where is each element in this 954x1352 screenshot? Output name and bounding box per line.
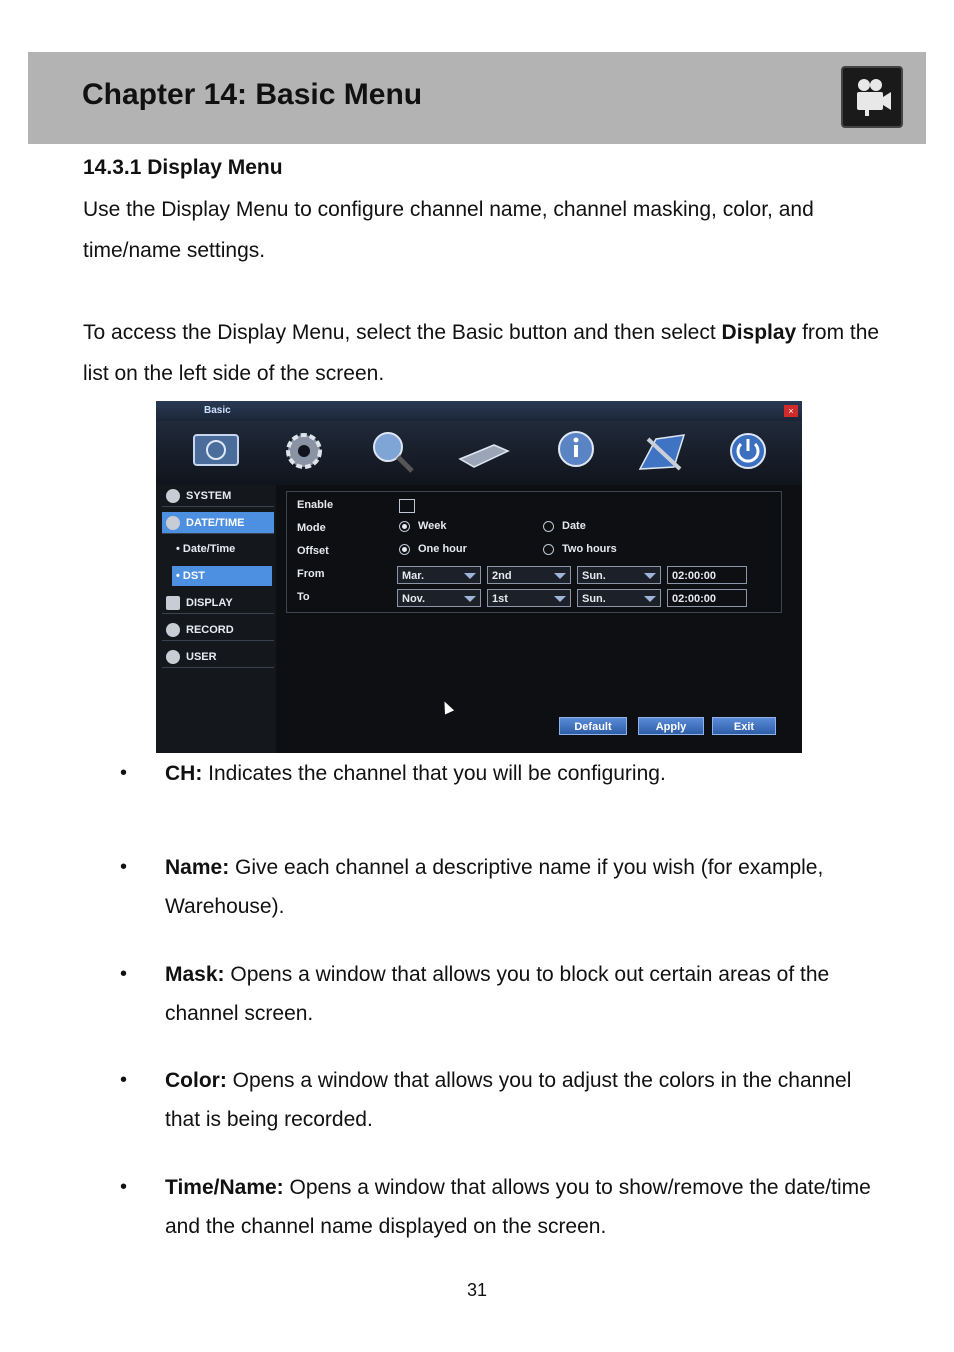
- access-paragraph: [83, 312, 883, 394]
- dst-settings-panel: [276, 485, 802, 753]
- mode-week-radio[interactable]: [399, 520, 447, 532]
- video-camera-icon: [841, 66, 903, 128]
- bullet-mark: •: [120, 963, 128, 985]
- chevron-down-icon: [644, 596, 656, 602]
- bullet-term: Name:: [165, 856, 230, 879]
- bullet-mark: •: [120, 856, 128, 878]
- sidebar-item-label: DISPLAY: [186, 597, 233, 609]
- to-month-select[interactable]: [397, 589, 481, 607]
- offset-two-hours-radio[interactable]: [543, 543, 617, 555]
- radio-dot: [543, 544, 554, 555]
- monitor-icon: [166, 596, 180, 610]
- info-icon[interactable]: [548, 427, 604, 477]
- to-label: To: [297, 591, 310, 603]
- chevron-down-icon: [554, 596, 566, 602]
- sidebar-subitem-dst[interactable]: • DST: [172, 566, 272, 586]
- bullet-term: CH:: [165, 762, 203, 785]
- to-time-input[interactable]: 02:00:00: [667, 589, 747, 607]
- bullet-term: Time/Name:: [165, 1176, 284, 1199]
- gear-icon: [166, 489, 180, 503]
- mode-date-radio[interactable]: [543, 520, 586, 532]
- to-day-select[interactable]: [577, 589, 661, 607]
- sidebar-subitem-label: DST: [182, 570, 205, 582]
- dvr-menu-screenshot: [156, 401, 802, 753]
- bullet-text: [165, 1061, 875, 1139]
- record-icon: [166, 623, 180, 637]
- sidebar-item-system[interactable]: [162, 485, 274, 507]
- window-titlebar: [156, 401, 802, 421]
- bullet-term: Color:: [165, 1069, 227, 1092]
- bullet-description: Opens a window that allows you to block out certain areas of the channel screen.: [165, 963, 830, 1025]
- radio-dot: [399, 521, 410, 532]
- bullet-description: Indicates the channel that you will be configuring.: [202, 762, 666, 785]
- mode-label: Mode: [297, 522, 326, 534]
- from-day-select[interactable]: [577, 566, 661, 584]
- chapter-header: [28, 52, 926, 144]
- radio-dot: [399, 544, 410, 555]
- sidebar: [156, 485, 276, 753]
- magnifier-icon[interactable]: [364, 427, 420, 477]
- bullet-description: Opens a window that allows you to show/remove the date/time and the channel name displayed on the screen.: [165, 1176, 871, 1238]
- default-button[interactable]: Default: [559, 717, 627, 735]
- exit-button[interactable]: Exit: [712, 717, 776, 735]
- apply-button[interactable]: Apply: [638, 717, 704, 735]
- radio-dot: [543, 521, 554, 532]
- sidebar-item-label: SYSTEM: [186, 490, 232, 502]
- monitor-icon[interactable]: [188, 427, 244, 477]
- bullet-term: Mask:: [165, 963, 225, 986]
- window-title: Basic: [204, 405, 231, 416]
- chapter-title: Chapter 14: Basic Menu: [82, 78, 423, 111]
- bullet-text: [165, 1168, 875, 1246]
- select-value: 1st: [492, 593, 508, 605]
- toolbar: [156, 421, 802, 485]
- sidebar-item-label: DATE/TIME: [186, 517, 245, 529]
- radio-label: One hour: [418, 543, 467, 555]
- user-icon: [166, 650, 180, 664]
- radio-label: Two hours: [562, 543, 617, 555]
- select-value: Nov.: [402, 593, 426, 605]
- hard-drive-icon[interactable]: [454, 427, 510, 477]
- section-heading: 14.3.1 Display Menu: [83, 156, 283, 179]
- chevron-down-icon: [464, 596, 476, 602]
- page-number: 31: [466, 1280, 488, 1300]
- radio-label: Week: [418, 520, 447, 532]
- dst-form: [286, 491, 782, 613]
- bullet-text: [165, 848, 875, 926]
- close-icon[interactable]: ×: [784, 405, 798, 417]
- sidebar-item-label: RECORD: [186, 624, 234, 636]
- from-week-select[interactable]: [487, 566, 571, 584]
- to-week-select[interactable]: [487, 589, 571, 607]
- chevron-down-icon: [464, 573, 476, 579]
- enable-checkbox[interactable]: [399, 499, 415, 513]
- access-suffix: from the list on the left side of the screen.: [83, 321, 880, 385]
- clock-icon: [166, 516, 180, 530]
- bullet-text: [165, 955, 875, 1033]
- sidebar-subitem-date-time[interactable]: • Date/Time: [176, 543, 236, 555]
- gear-icon[interactable]: [276, 427, 332, 477]
- sidebar-item-date-time[interactable]: [162, 512, 274, 534]
- chevron-down-icon: [644, 573, 656, 579]
- sidebar-item-record[interactable]: [162, 619, 274, 641]
- select-value: Sun.: [582, 570, 606, 582]
- from-month-select[interactable]: [397, 566, 481, 584]
- sidebar-item-display[interactable]: [162, 592, 274, 614]
- sidebar-subitem-label: Date/Time: [182, 543, 236, 555]
- sidebar-item-user[interactable]: [162, 646, 274, 668]
- bullet-mark: •: [120, 1069, 128, 1091]
- select-value: Mar.: [402, 570, 425, 582]
- chevron-down-icon: [554, 573, 566, 579]
- select-value: Sun.: [582, 593, 606, 605]
- intro-paragraph: Use the Display Menu to configure channel name, channel masking, color, and time/name settings.: [83, 198, 814, 262]
- power-icon[interactable]: [720, 427, 776, 477]
- bullet-description: Give each channel a descriptive name if you wish (for example, Warehouse).: [165, 856, 824, 918]
- tools-icon[interactable]: [634, 427, 690, 477]
- from-label: From: [297, 568, 325, 580]
- bullet-description: Opens a window that allows you to adjust the colors in the channel that is being recorded.: [165, 1069, 852, 1131]
- access-bold: Display: [721, 321, 797, 344]
- enable-label: Enable: [297, 499, 334, 511]
- sidebar-item-label: USER: [186, 651, 217, 663]
- access-prefix: To access the Display Menu, select the Basic button and then select: [83, 321, 722, 344]
- bullet-text: [165, 754, 875, 793]
- bullet-mark: •: [120, 1176, 128, 1198]
- offset-label: Offset: [297, 545, 329, 557]
- offset-one-hour-radio[interactable]: [399, 543, 467, 555]
- radio-label: Date: [562, 520, 586, 532]
- bullet-mark: •: [120, 762, 128, 784]
- select-value: 2nd: [492, 570, 512, 582]
- from-time-input[interactable]: 02:00:00: [667, 566, 747, 584]
